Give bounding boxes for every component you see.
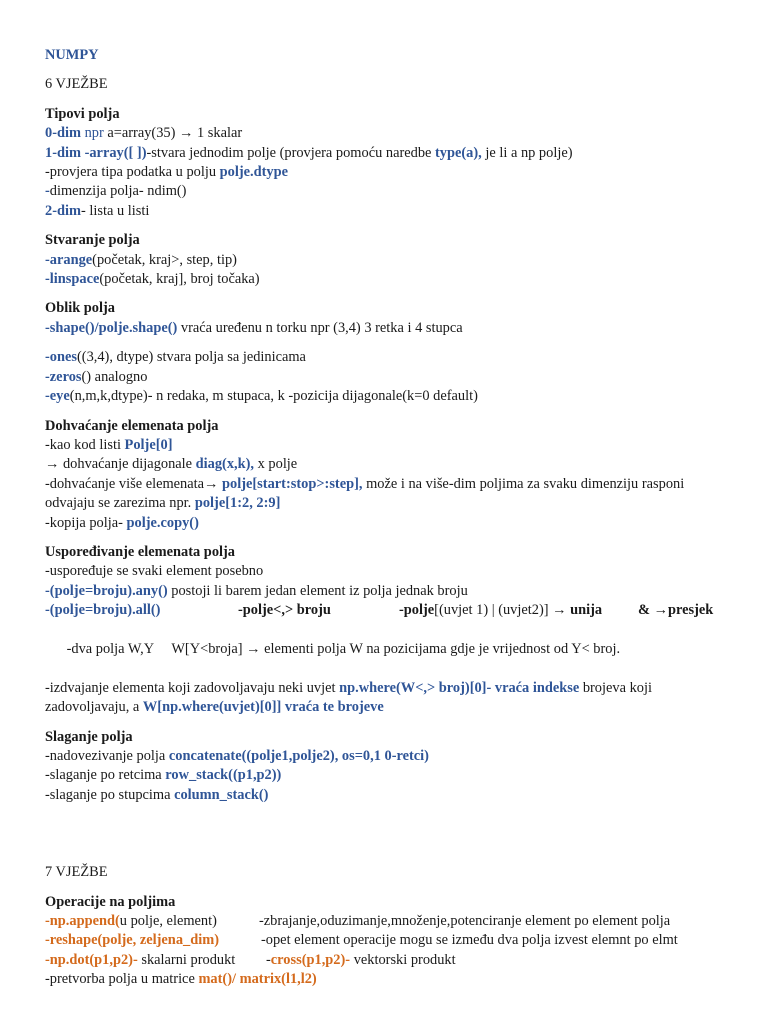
- code-term: -: [45, 368, 50, 385]
- text-span: vraća uređenu n torku npr (3,4) 3 retka i 4 stupca: [177, 319, 463, 336]
- arrow-icon: →: [45, 456, 60, 473]
- arrow-icon: →: [179, 125, 194, 142]
- code-term: cross(p1,p2)-: [270, 951, 351, 968]
- code-term: -np.append(: [45, 913, 120, 930]
- text-line: [45, 182, 735, 201]
- text-span: je li a np polje): [481, 144, 573, 161]
- section-operacije: [45, 893, 735, 990]
- text-span: -opet element operacije mogu se između dva polja izvest elemnt po elmt: [261, 932, 678, 949]
- text-span: -slaganje po retcima: [45, 767, 166, 784]
- text-line: [45, 582, 735, 601]
- text-span: [(uvjet 1) | (uvjet2)]: [434, 602, 553, 619]
- text-span: može i na više-dim poljima za svaku dimenziju rasponi: [362, 475, 685, 492]
- text-span: presjek: [668, 602, 714, 619]
- text-span: a=array(35): [103, 125, 179, 142]
- code-term: column_stack(): [174, 786, 269, 803]
- text-span: dimenzija polja- ndim(): [49, 183, 187, 200]
- text-span: (početak, kraj>, step, tip): [92, 251, 237, 268]
- text-line: [45, 621, 735, 679]
- section-slaganje: [45, 728, 735, 806]
- section-tipovi-polja: [45, 105, 735, 221]
- code-term: 1-dim -array([ ]): [45, 144, 147, 161]
- code-term: -reshape(polje, zeljena_dim): [45, 932, 219, 949]
- text-span: -stvara jednodim polje (provjera pomoću naredbe: [146, 144, 436, 161]
- text-span: -kao kod listi: [45, 436, 125, 453]
- code-term: 0-dim: [45, 125, 81, 142]
- text-line: [45, 679, 735, 698]
- code-term: row_stack((p1,p2)): [165, 767, 282, 784]
- text-line: [45, 144, 735, 163]
- text-span: unija: [566, 602, 603, 619]
- arrow-icon: →: [246, 640, 261, 657]
- text-line: [45, 368, 735, 387]
- code-term: diag(x,k),: [195, 456, 255, 473]
- section-heading: Dohvaćanje elemenata polja: [45, 417, 219, 434]
- section-heading: Slaganje polja: [45, 728, 133, 745]
- document-title: NUMPY: [45, 47, 99, 63]
- text-span: dohvaćanje dijagonale: [59, 456, 196, 473]
- code-term: concatenate((polje1,polje2), os=0,1 0-retci): [168, 748, 429, 764]
- text-line: [45, 251, 735, 270]
- code-term: polje.dtype: [219, 164, 288, 181]
- text-line: [45, 163, 735, 182]
- text-span: -zbrajanje,oduzimanje,množenje,potenciranje element po element polja: [259, 913, 671, 930]
- text-span: -nadovezivanje polja: [45, 748, 169, 764]
- text-line: [45, 514, 735, 533]
- code-term: -(polje=broju).all(): [45, 602, 161, 619]
- text-line: [45, 601, 735, 620]
- arrow-icon: →: [204, 475, 223, 492]
- text-span: -provjera tipa podatka u polju: [45, 164, 220, 181]
- section-heading: Tipovi polja: [45, 105, 120, 122]
- text-line: [45, 319, 735, 338]
- text-span: odvajaju se zarezima npr.: [45, 495, 195, 512]
- text-span: -slaganje po stupcima: [45, 786, 175, 803]
- document-page: [45, 46, 735, 990]
- text-line: [45, 951, 735, 970]
- text-group: [266, 951, 456, 970]
- text-line: [45, 455, 735, 474]
- text-span: brojeva koji: [579, 679, 652, 696]
- text-span: -polje<,> broju: [238, 602, 331, 619]
- code-term: Polje[0]: [124, 436, 173, 453]
- text-group: [399, 601, 602, 620]
- code-term: -arange: [45, 251, 93, 268]
- text-line: [45, 698, 735, 717]
- code-term: eye: [49, 388, 70, 405]
- text-line: [45, 124, 735, 143]
- section-dohvacanje: [45, 417, 735, 533]
- code-term: zeros: [49, 368, 82, 385]
- code-term: ones: [49, 349, 77, 366]
- text-span: u polje, element): [119, 913, 217, 930]
- text-span: -dohvaćanje više elemenata: [45, 475, 205, 492]
- text-line: [45, 387, 735, 406]
- code-term: polje[start:stop>:step],: [222, 475, 363, 492]
- text-term: npr: [80, 125, 104, 142]
- code-term: -shape()/polje.shape(): [45, 319, 178, 336]
- section-heading: Oblik polja: [45, 300, 115, 317]
- section-oblik-polja: [45, 299, 735, 406]
- text-span: (n,m,k,dtype)- n redaka, m stupaca, k -pozicija dijagonale(k=0 default): [69, 388, 478, 405]
- code-term: mat()/ matrix(l1,l2): [198, 971, 317, 988]
- text-span: -pretvorba polja u matrice: [45, 971, 199, 988]
- code-term: -: [45, 349, 50, 366]
- text-span: -: [266, 951, 271, 968]
- text-span: ((3,4), dtype) stvara polja sa jedinicama: [76, 349, 306, 366]
- code-term: 2-dim: [45, 202, 81, 219]
- text-line: [45, 475, 735, 494]
- code-term: -np.dot(p1,p2)-: [45, 951, 138, 968]
- text-span: -dva polja W,Y W[Y<broja]: [66, 640, 247, 657]
- code-term: -: [45, 183, 50, 200]
- arrow-icon: →: [650, 602, 668, 619]
- text-line: [45, 931, 735, 950]
- text-line: [45, 747, 735, 766]
- text-line: [45, 912, 735, 931]
- text-line: [45, 786, 735, 805]
- text-line: [45, 970, 735, 989]
- code-term: -linspace: [45, 271, 100, 288]
- text-span: elementi polja W na pozicijama gdje je vrijednost od Y< broj.: [260, 640, 621, 657]
- text-span: vektorski produkt: [350, 951, 456, 968]
- text-line: [45, 436, 735, 455]
- code-term: -: [45, 388, 50, 405]
- text-span: postoji li barem jedan element iz polja jednak broju: [167, 582, 468, 599]
- section-heading: Stvaranje polja: [45, 232, 140, 249]
- section-stvaranje-polja: [45, 231, 735, 289]
- text-span: () analogno: [81, 368, 148, 385]
- week6-label: 6 VJEŽBE: [45, 76, 108, 93]
- week7-label: 7 VJEŽBE: [45, 864, 108, 881]
- text-span: (početak, kraj], broj točaka): [99, 271, 260, 288]
- text-line: [45, 202, 735, 221]
- section-heading: Operacije na poljima: [45, 893, 176, 910]
- code-term: polje.copy(): [126, 514, 199, 531]
- text-span: 1 skalar: [193, 125, 243, 142]
- text-span: skalarni produkt: [137, 951, 236, 968]
- text-span: -kopija polja-: [45, 514, 127, 531]
- text-span: zadovoljavaju, a: [45, 699, 143, 716]
- section-usporedivanje: [45, 543, 735, 718]
- text-span: -izdvajanje elementa koji zadovoljavaju neki uvjet: [45, 679, 340, 696]
- text-line: [45, 348, 735, 367]
- arrow-icon: →: [552, 602, 567, 619]
- code-term: -(polje=broju).any(): [45, 582, 168, 599]
- text-line: -uspoređuje se svaki element posebno: [45, 563, 264, 580]
- text-span: &: [638, 602, 650, 619]
- text-span: -polje: [399, 602, 435, 619]
- code-term: type(a),: [435, 144, 482, 161]
- code-term: np.where(W<,> broj)[0]- vraća indekse: [339, 679, 580, 696]
- text-group: [638, 601, 713, 620]
- text-span: x polje: [254, 456, 298, 473]
- section-heading: Uspoređivanje elemenata polja: [45, 543, 235, 560]
- text-span: - lista u listi: [80, 202, 150, 219]
- text-line: [45, 766, 735, 785]
- text-line: [45, 494, 735, 513]
- code-term: polje[1:2, 2:9]: [194, 495, 281, 512]
- text-line: [45, 270, 735, 289]
- code-term: W[np.where(uvjet)[0]] vraća te brojeve: [142, 699, 384, 716]
